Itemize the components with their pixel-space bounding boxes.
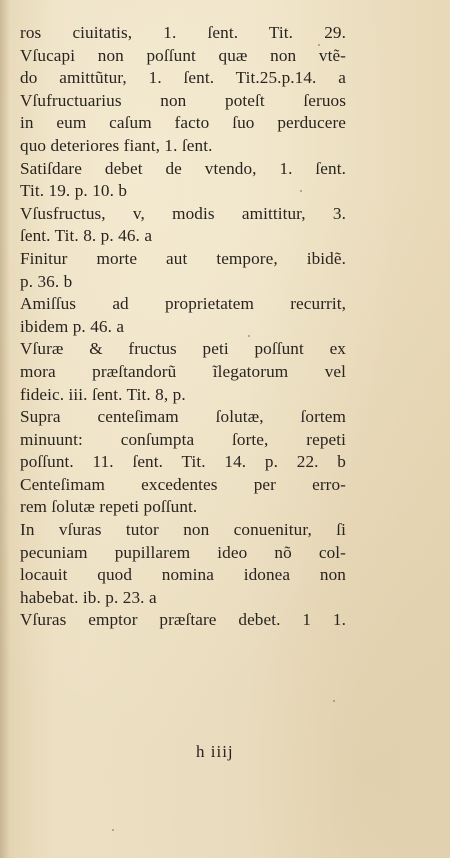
ink-speck	[112, 829, 114, 831]
text-line: locauit quod nomina idonea non	[20, 565, 346, 585]
text-line: minuunt: conſumpta ſorte, repeti	[20, 429, 346, 449]
text-line: do amittũtur, 1. ſent. Tit.25.p.14. a	[20, 68, 346, 88]
ink-speck	[300, 190, 302, 192]
text-line: Vſuræ & fructus peti poſſunt ex	[20, 339, 346, 359]
text-line: mora præſtandorũ ĩlegatorum vel	[20, 361, 346, 381]
text-line: Tit. 19. p. 10. b	[20, 181, 128, 201]
text-line: ſent. Tit. 8. p. 46. a	[20, 226, 153, 246]
text-line: quo deteriores fiant, 1. ſent.	[20, 135, 213, 155]
text-line: Finitur morte aut tempore, ibidẽ.	[20, 248, 346, 268]
text-line: ibidem p. 46. a	[20, 316, 125, 336]
text-line: rem ſolutæ repeti poſſunt.	[20, 497, 198, 517]
text-line: Amiſſus ad proprietatem recurrit,	[20, 294, 346, 314]
text-line: poſſunt. 11. ſent. Tit. 14. p. 22. b	[20, 452, 346, 472]
text-line: habebat. ib. p. 23. a	[20, 587, 157, 607]
text-line: in eum caſum facto ſuo perducere	[20, 113, 346, 133]
text-line: Supra centeſimam ſolutæ, ſortem	[20, 407, 346, 427]
gutter-shadow	[0, 0, 10, 858]
text-line: fideic. iii. ſent. Tit. 8, p.	[20, 384, 186, 404]
ink-speck	[318, 44, 320, 46]
text-line: ros ciuitatis, 1. ſent. Tit. 29.	[20, 23, 346, 42]
text-line: Vſufructuarius non poteſt ſeruos	[20, 90, 346, 110]
text-line: pecuniam pupillarem ideo nõ col-	[20, 542, 346, 562]
text-line: p. 36. b	[20, 271, 73, 291]
ink-speck	[248, 335, 250, 337]
index-text-column	[20, 22, 346, 632]
text-line: Centeſimam excedentes per erro-	[20, 474, 346, 494]
ink-speck	[333, 700, 335, 702]
text-line: Vſusfructus, v, modis amittitur, 3.	[20, 203, 346, 223]
text-line: In vſuras tutor non conuenitur, ſi	[20, 520, 346, 540]
signature-mark: h iiij	[196, 742, 234, 761]
text-line: Vſucapi non poſſunt quæ non vtẽ-	[20, 45, 346, 65]
text-line: Satiſdare debet de vtendo, 1. ſent.	[20, 158, 346, 178]
text-line: Vſuras emptor præſtare debet. 1 1.	[20, 610, 346, 630]
